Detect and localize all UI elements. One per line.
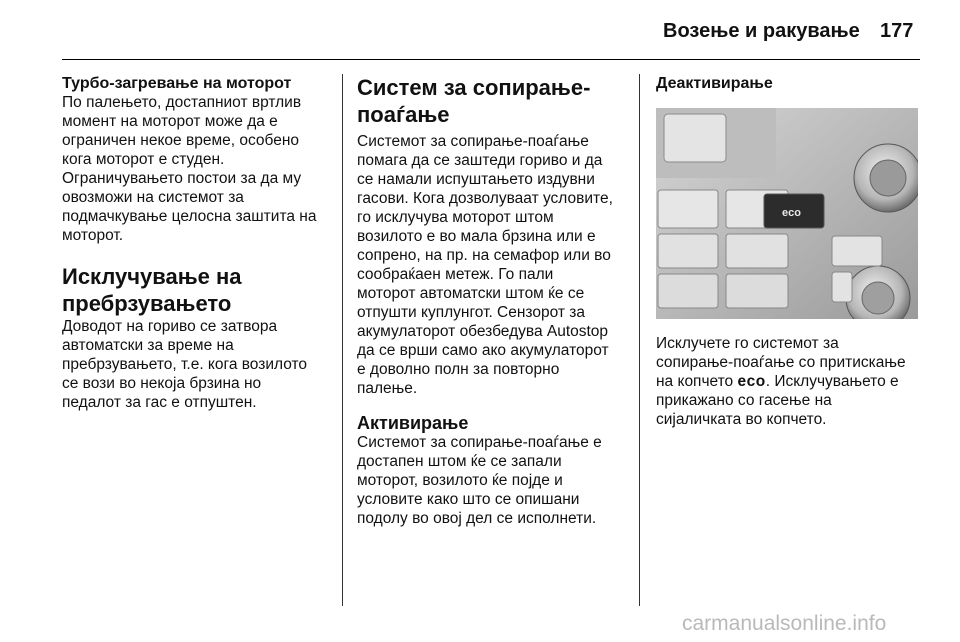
column-1 [62,74,334,412]
column-2 [357,74,633,528]
activation-paragraph: Системот за сопирање-поаѓање е достапен штом ќе се запали моторот, возилото ќе појде и условите како што се опишани подолу во овој дел се исполнети. [357,434,602,527]
watermark: carmanualsonline.info [682,612,887,635]
activation-heading: Активирање [357,413,469,433]
deactivation-paragraph [656,334,920,429]
column-3 [656,74,920,93]
deactivation-block [656,334,920,429]
column-divider [342,74,343,606]
running-header: Возење и ракување [663,20,860,42]
turbo-heading: Турбо-загревање на моторот [62,75,292,92]
turbo-paragraph: По палењето, достапниот вртлив момент на моторот може да е ограничен некое време, особено кога моторот е студен. Ограничувањето постои за да му овозможи на системот за подмачкување целосна заштита на моторот. [62,94,317,244]
page-number: 177 [880,20,914,42]
fuel-cutoff-paragraph: Доводот на гориво се затвора автоматски за време на пребрзувањето, т.е. кога возилото се вози во некоја брзина но педалот за гас е отпуштен. [62,318,308,411]
header-rule [62,59,920,60]
stop-start-paragraph: Системот за сопирање-поаѓање помага да се заштеди гориво и да се намали испуштањето издувни гасови. Кога дозволуваат условите, го исклучува моторот штом возилото е во мала брзина или е сопрено, на пр. на семафор или во сообраќаен метеж. Го пали моторот автоматски штом ќе се отпушти куплунгот. Сензорот за акумулаторот обезбедува Autostop да се врши само ако акумулаторот е доволно полн за повторно палење. [357,133,613,397]
eco-button-photo [656,108,918,319]
deactivation-text-start: Исклучете го системот за сопирање-поаѓање со притискање на копчето [656,335,906,390]
eco-button-label: eco [782,207,801,219]
eco-key-label: eco [737,373,766,390]
deactivation-heading: Деактивирање [656,75,773,92]
deactivation-text-end: . Исклучувањето е прикажано со гасење на сијаличката во копчето. [656,373,899,428]
column-divider [639,74,640,606]
fuel-cutoff-heading: Исклучување на пребрзувањето [62,264,242,316]
stop-start-heading: Систем за сопирање- поаѓање [357,75,591,127]
